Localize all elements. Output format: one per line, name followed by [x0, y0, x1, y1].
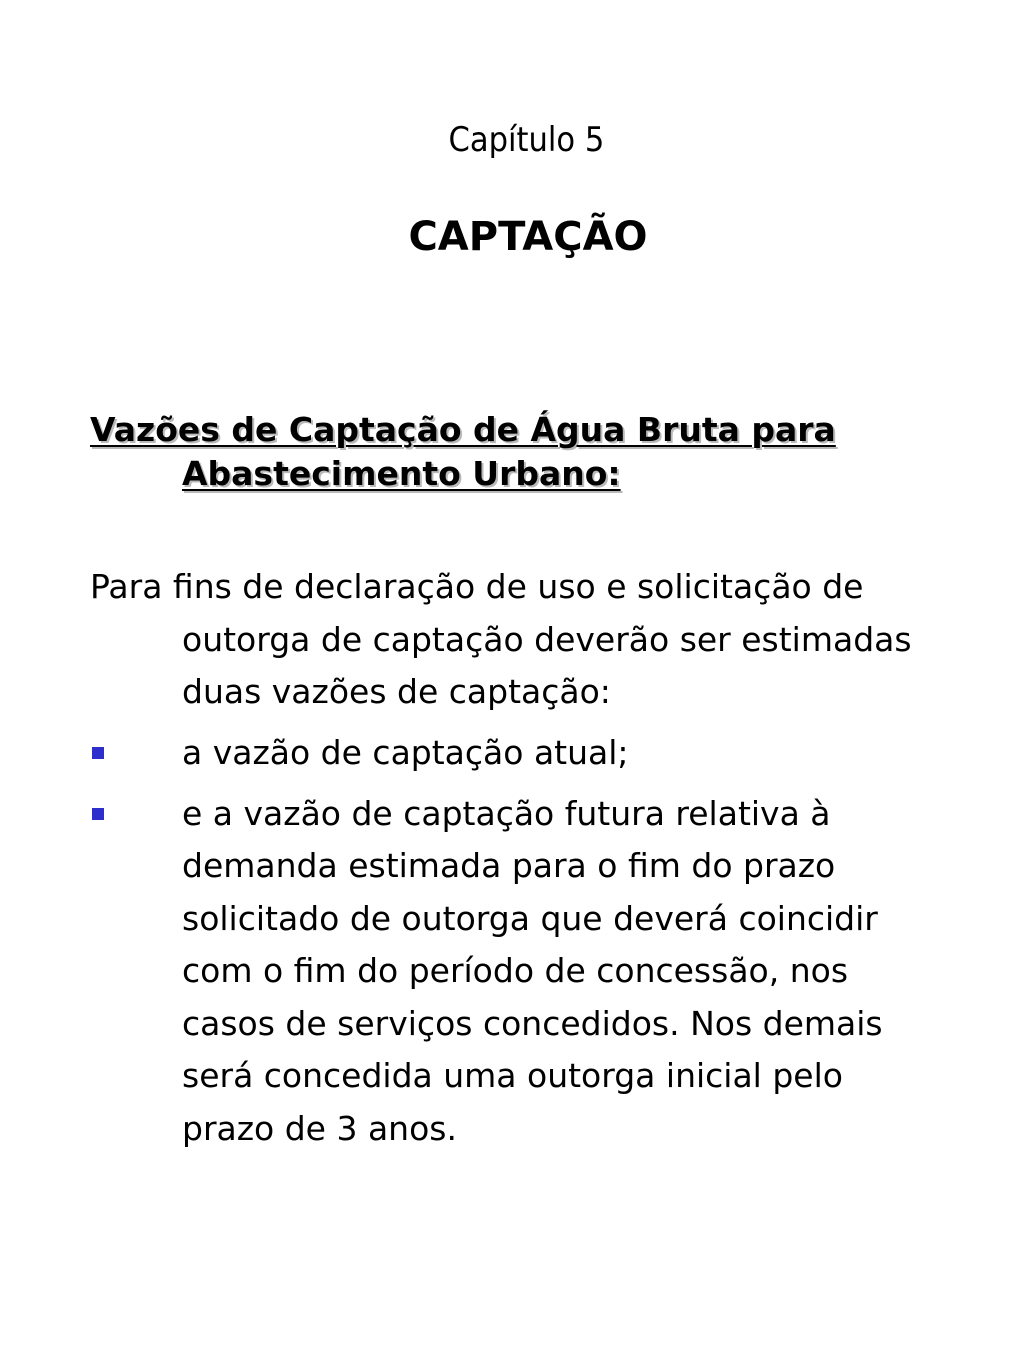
section-heading: [90, 408, 960, 496]
list-item-line: prazo de 3 anos.: [182, 1108, 457, 1148]
list-item-line: com o fim do período de concessão, nos: [182, 951, 849, 990]
list-item-line: casos de serviços concedidos. Nos demais: [182, 1003, 883, 1043]
list-item-line: solicitado de outorga que deverá coincidir: [182, 898, 878, 938]
list-item: [0, 727, 1024, 780]
intro-paragraph: [90, 561, 960, 719]
square-bullet-icon: [92, 747, 104, 759]
paragraph-line: duas vazões de captação:: [182, 672, 611, 711]
bullet-list: [0, 727, 1024, 1163]
list-item-line: a vazão de captação atual;: [182, 733, 629, 772]
list-item-line: demanda estimada para o fim do prazo: [182, 846, 836, 885]
list-item-text: [182, 727, 982, 780]
paragraph-line: outorga de captação deverão ser estimadas: [182, 619, 912, 659]
page-title: CAPTAÇÃO: [408, 214, 648, 260]
section-heading-line-2: Abastecimento Urbano:: [182, 454, 621, 493]
list-item-line: e a vazão de captação futura relativa à: [182, 793, 831, 833]
list-item: [0, 788, 1024, 1156]
list-item-line: será concedida uma outorga inicial pelo: [182, 1056, 843, 1095]
paragraph-line: Para fins de declaração de uso e solicitação de: [90, 567, 864, 606]
chapter-label: Capítulo 5: [448, 120, 605, 160]
section-heading-line-1: Vazões de Captação de Água Bruta para: [90, 410, 836, 449]
square-bullet-icon: [92, 808, 104, 820]
list-item-text: [182, 788, 982, 1156]
